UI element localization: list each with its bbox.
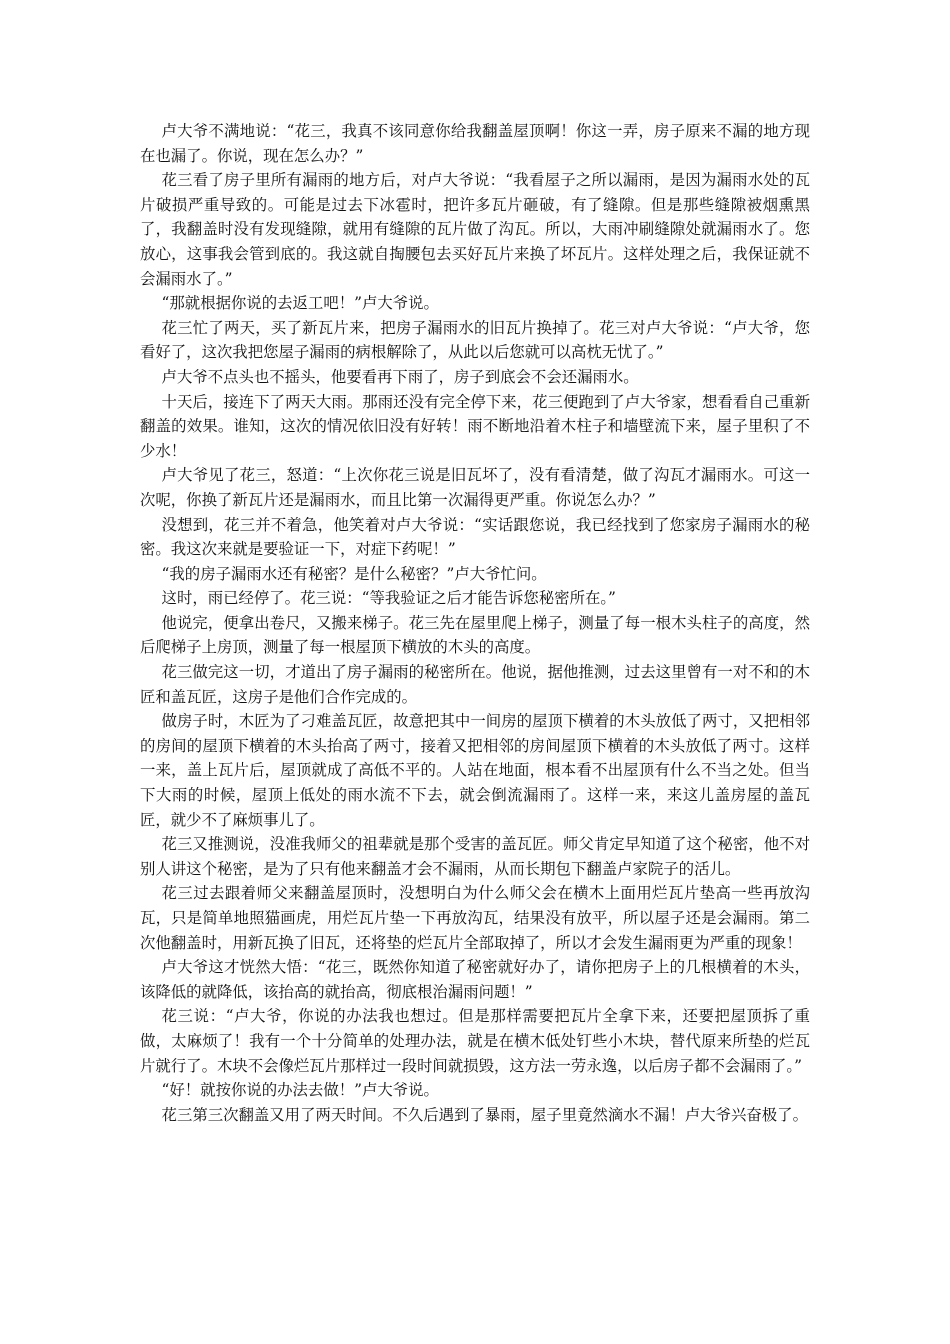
paragraph-17: 花三说：“卢大爷，你说的办法我也想过。但是那样需要把瓦片全拿下来，还要把屋顶拆了重做，太麻烦了！我有一个十分简单的处理办法，就是在横木低处钉些小木块，替代原来所垫的烂瓦片就行了。木块不会像烂瓦片那样过一段时间就损毁，这方法一劳永逸，以后房子都不会漏雨了。” (140, 1007, 810, 1075)
paragraph-3: “那就根据你说的去返工吧！”卢大爷说。 (161, 294, 439, 313)
paragraph-13: 做房子时，木匠为了刁难盖瓦匠，故意把其中一间房的屋顶下横着的木头放低了两寸，又把相邻的房间的屋顶下横着的木头抬高了两寸，接着又把相邻的房间屋顶下横着的木头放低了两寸。这样一来，盖上瓦片后，屋顶就成了高低不平的。人站在地面，根本看不出屋顶有什么不当之处。但当下大雨的时候，屋顶上低处的雨水流不下去，就会倒流漏雨了。这样一来，来这儿盖房屋的盖瓦匠，就少不了麻烦事儿了。 (140, 712, 810, 829)
paragraph-6: 十天后，接连下了两天大雨。那雨还没有完全停下来，花三便跑到了卢大爷家，想看看自己重新翻盖的效果。谁知，这次的情况依旧没有好转！雨不断地沿着木柱子和墙壁流下来，屋子里积了不少水！ (140, 392, 810, 460)
document-body (140, 119, 810, 1127)
paragraph-11: 他说完，便拿出卷尺，又搬来梯子。花三先在屋里爬上梯子，测量了每一根木头柱子的高度，然后爬梯子上房顶，测量了每一根屋顶下横放的木头的高度。 (140, 613, 810, 657)
paragraph-4: 花三忙了两天，买了新瓦片来，把房子漏雨水的旧瓦片换掉了。花三对卢大爷说：“卢大爷，您看好了，这次我把您屋子漏雨的病根解除了，从此以后您就可以高枕无忧了。” (140, 318, 810, 362)
paragraph-1: 卢大爷不满地说：“花三，我真不该同意你给我翻盖屋顶啊！你这一弄，房子原来不漏的地方现在也漏了。你说，现在怎么办？” (140, 122, 810, 165)
paragraph-2: 花三看了房子里所有漏雨的地方后，对卢大爷说：“我看屋子之所以漏雨，是因为漏雨水处的瓦片破损严重导致的。可能是过去下冰雹时，把许多瓦片砸破，有了缝隙。但是那些缝隙被烟熏黑了，我翻盖时没有发现缝隙，就用有缝隙的瓦片做了沟瓦。所以，大雨冲刷缝隙处就漏雨水了。您放心，这事我会管到底的。我这就自掏腰包去买好瓦片来换了坏瓦片。这样处理之后，我保证就不会漏雨水了。” (140, 171, 810, 288)
paragraph-8: 没想到，花三并不着急，他笑着对卢大爷说：“实话跟您说，我已经找到了您家房子漏雨水的秘密。我这次来就是要验证一下，对症下药呢！” (140, 515, 810, 559)
paragraph-5: 卢大爷不点头也不摇头，他要看再下雨了，房子到底会不会还漏雨水。 (161, 367, 639, 386)
paragraph-16: 卢大爷这才恍然大悟：“花三，既然你知道了秘密就好办了，请你把房子上的几根横着的木头，该降低的就降低，该抬高的就抬高，彻底根治漏雨问题！” (140, 958, 810, 1001)
paragraph-10: 这时，雨已经停了。花三说：“等我验证之后才能告诉您秘密所在。” (161, 589, 616, 608)
paragraph-7: 卢大爷见了花三，怒道：“上次你花三说是旧瓦坏了，没有看清楚，做了沟瓦才漏雨水。可这一次呢，你换了新瓦片还是漏雨水，而且比第一次漏得更严重。你说怎么办？” (140, 466, 810, 509)
paragraph-12: 花三做完这一切，才道出了房子漏雨的秘密所在。他说，据他推测，过去这里曾有一对不和的木匠和盖瓦匠，这房子是他们合作完成的。 (140, 663, 810, 706)
paragraph-18: “好！就按你说的办法去做！”卢大爷说。 (161, 1081, 439, 1100)
paragraph-9: “我的房子漏雨水还有秘密？是什么秘密？”卢大爷忙问。 (161, 564, 547, 583)
paragraph-15: 花三过去跟着师父来翻盖屋顶时，没想明白为什么师父会在横木上面用烂瓦片垫高一些再放沟瓦，只是简单地照猫画虎，用烂瓦片垫一下再放沟瓦，结果没有放平，所以屋子还是会漏雨。第二次他翻盖时，用新瓦换了旧瓦，还将垫的烂瓦片全部取掉了，所以才会发生漏雨更为严重的现象！ (140, 884, 810, 952)
paragraph-14: 花三又推测说，没准我师父的祖辈就是那个受害的盖瓦匠。师父肯定早知道了这个秘密，他不对别人讲这个秘密，是为了只有他来翻盖才会不漏雨，从而长期包下翻盖卢家院子的活儿。 (140, 835, 810, 878)
paragraph-19: 花三第三次翻盖又用了两天时间。不久后遇到了暴雨，屋子里竟然滴水不漏！卢大爷兴奋极了。 (161, 1105, 808, 1124)
